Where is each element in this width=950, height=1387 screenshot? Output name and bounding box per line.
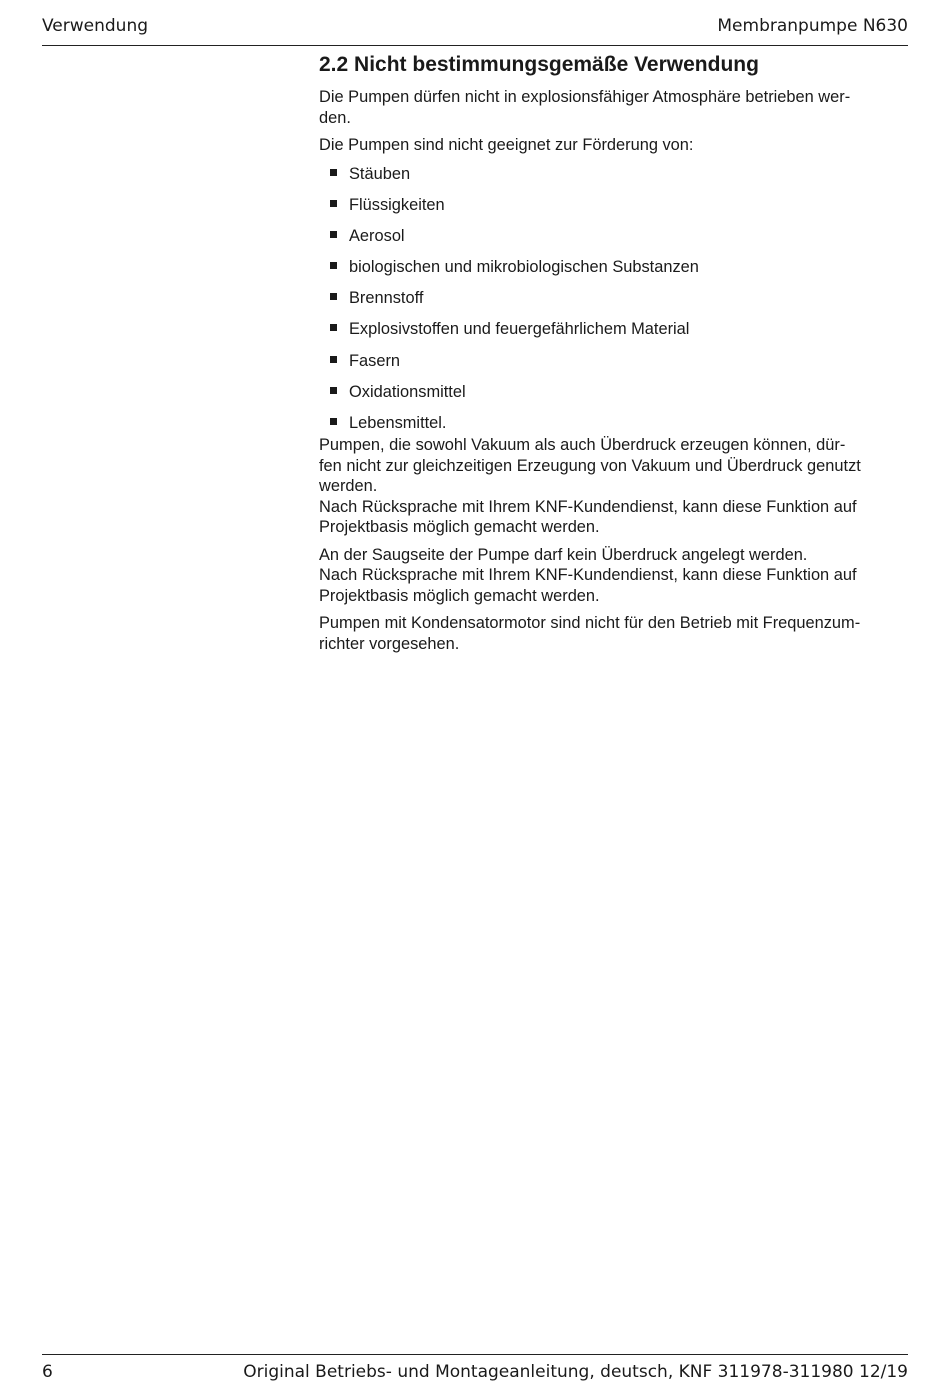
square-bullet-icon <box>330 293 337 300</box>
square-bullet-icon <box>330 418 337 425</box>
page-footer <box>42 1354 908 1385</box>
unsuitable-media-list <box>319 159 909 432</box>
text-line: Pumpen, die sowohl Vakuum als auch Überdruck erzeugen können, dür- <box>319 436 846 454</box>
list-item: Aerosol <box>319 221 909 252</box>
text-line: Die Pumpen dürfen nicht in explosionsfähiger Atmosphäre betrieben wer- <box>319 88 851 106</box>
header-chapter: Verwendung <box>42 16 149 36</box>
square-bullet-icon <box>330 356 337 363</box>
unsuitable-media-list-wrapper <box>319 159 909 432</box>
page-header <box>42 14 908 46</box>
list-item: Stäuben <box>319 159 909 190</box>
paragraph-capacitor-motor <box>319 613 909 654</box>
paragraph-suction-side <box>319 545 909 607</box>
square-bullet-icon <box>330 324 337 331</box>
list-item: biologischen und mikrobiologischen Substanzen <box>319 252 909 283</box>
list-item: Explosivstoffen und feuergefährlichem Material <box>319 314 909 345</box>
square-bullet-icon <box>330 169 337 176</box>
paragraph-explosive-atmosphere <box>319 87 909 128</box>
document-reference: Original Betriebs- und Montageanleitung, deutsch, KNF 311978-311980 12/19 <box>243 1362 908 1382</box>
list-item: Oxidationsmittel <box>319 377 909 408</box>
square-bullet-icon <box>330 387 337 394</box>
text-line: werden. <box>319 477 378 495</box>
paragraph-not-suitable: Die Pumpen sind nicht geeignet zur Förderung von: <box>319 136 694 154</box>
list-item: Brennstoff <box>319 283 909 314</box>
header-product: Membranpumpe N630 <box>717 16 908 36</box>
list-item: Fasern <box>319 346 909 377</box>
text-line: Projektbasis möglich gemacht werden. <box>319 518 600 536</box>
main-content <box>319 52 909 661</box>
list-item: Lebensmittel. <box>319 408 909 431</box>
section-title: 2.2 Nicht bestimmungsgemäße Verwendung <box>319 53 759 76</box>
text-line: Projektbasis möglich gemacht werden. <box>319 586 600 605</box>
text-line: Nach Rücksprache mit Ihrem KNF-Kundendienst, kann diese Funktion auf <box>319 566 857 584</box>
paragraph-vacuum-overpressure <box>319 435 909 538</box>
square-bullet-icon <box>330 200 337 207</box>
text-line: fen nicht zur gleichzeitigen Erzeugung von Vakuum und Überdruck genutzt <box>319 456 861 475</box>
square-bullet-icon <box>330 262 337 269</box>
text-line: Nach Rücksprache mit Ihrem KNF-Kundendienst, kann diese Funktion auf <box>319 497 857 516</box>
text-line: Pumpen mit Kondensatormotor sind nicht für den Betrieb mit Frequenzum- <box>319 614 861 632</box>
text-line: richter vorgesehen. <box>319 634 460 653</box>
text-line: An der Saugseite der Pumpe darf kein Überdruck angelegt werden. <box>319 545 808 564</box>
square-bullet-icon <box>330 231 337 238</box>
text-line: den. <box>319 108 351 127</box>
list-item: Flüssigkeiten <box>319 190 909 221</box>
page-number: 6 <box>42 1362 53 1382</box>
